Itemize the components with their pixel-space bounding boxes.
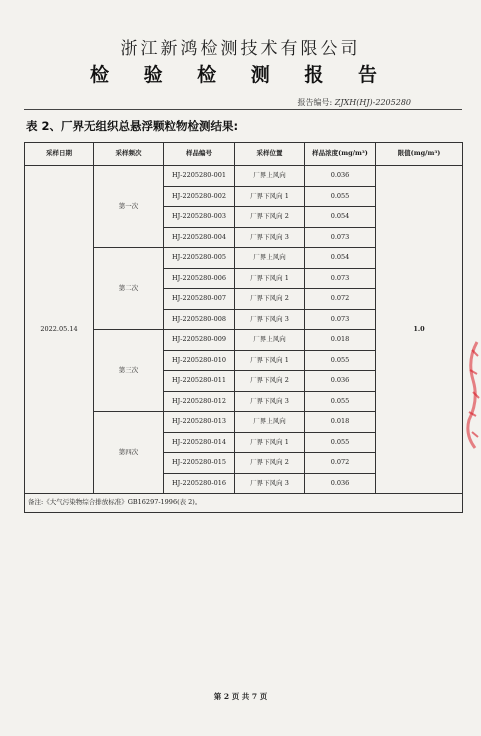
- column-header: 样品浓度(mg/m³): [305, 143, 376, 166]
- sample-id-cell: HJ-2205280-009: [164, 330, 235, 351]
- sampling-frequency-cell: 第一次: [94, 166, 164, 248]
- sampling-location-cell: 厂界上风向: [235, 330, 305, 351]
- header-divider: [24, 109, 462, 110]
- sampling-location-cell: 厂界下风向 3: [235, 309, 305, 330]
- sampling-date-cell: 2022.05.14: [25, 166, 94, 494]
- sample-id-cell: HJ-2205280-013: [164, 412, 235, 433]
- sampling-location-cell: 厂界下风向 1: [235, 432, 305, 453]
- sampling-frequency-cell: 第三次: [94, 330, 164, 412]
- page-number: 第 2 页 共 7 页: [213, 692, 268, 701]
- sample-id-cell: HJ-2205280-004: [164, 227, 235, 248]
- section-title: 表 2、厂界无组织总悬浮颗粒物检测结果:: [26, 119, 239, 133]
- concentration-cell: 0.055: [305, 186, 376, 207]
- table-note: 备注:《大气污染物综合排放标准》GB16297-1996(表 2)。: [25, 494, 463, 513]
- sample-id-cell: HJ-2205280-003: [164, 207, 235, 228]
- concentration-cell: 0.054: [305, 207, 376, 228]
- table-header-row: [25, 143, 463, 166]
- sampling-location-cell: 厂界下风向 3: [235, 473, 305, 494]
- sampling-location-cell: 厂界下风向 2: [235, 453, 305, 474]
- document-title: 检 验 检 测 报 告: [89, 64, 392, 86]
- sample-id-cell: HJ-2205280-007: [164, 289, 235, 310]
- sampling-frequency-cell: 第四次: [94, 412, 164, 494]
- concentration-cell: 0.018: [305, 412, 376, 433]
- results-table: [24, 142, 463, 513]
- column-header: 样品编号: [164, 143, 235, 166]
- concentration-cell: 0.073: [305, 227, 376, 248]
- concentration-cell: 0.072: [305, 453, 376, 474]
- report-number-value: ZJXH(HJ)-2205280: [334, 98, 411, 107]
- sample-id-cell: HJ-2205280-015: [164, 453, 235, 474]
- column-header: 采样频次: [94, 143, 164, 166]
- concentration-cell: 0.055: [305, 432, 376, 453]
- concentration-cell: 0.036: [305, 371, 376, 392]
- sampling-location-cell: 厂界下风向 3: [235, 227, 305, 248]
- sample-id-cell: HJ-2205280-014: [164, 432, 235, 453]
- sample-id-cell: HJ-2205280-002: [164, 186, 235, 207]
- sampling-location-cell: 厂界下风向 1: [235, 268, 305, 289]
- sampling-location-cell: 厂界下风向 3: [235, 391, 305, 412]
- sampling-location-cell: 厂界下风向 2: [235, 207, 305, 228]
- sample-id-cell: HJ-2205280-011: [164, 371, 235, 392]
- concentration-cell: 0.036: [305, 166, 376, 187]
- sampling-location-cell: 厂界上风向: [235, 248, 305, 269]
- limit-value-cell: 1.0: [376, 166, 463, 494]
- report-number: [298, 97, 411, 108]
- concentration-cell: 0.073: [305, 309, 376, 330]
- sample-id-cell: HJ-2205280-012: [164, 391, 235, 412]
- sample-id-cell: HJ-2205280-001: [164, 166, 235, 187]
- column-header: 采样位置: [235, 143, 305, 166]
- sampling-location-cell: 厂界下风向 2: [235, 289, 305, 310]
- sample-id-cell: HJ-2205280-005: [164, 248, 235, 269]
- column-header: 限值(mg/m³): [376, 143, 463, 166]
- company-name: 浙江新鸿检测技术有限公司: [120, 39, 361, 59]
- concentration-cell: 0.055: [305, 350, 376, 371]
- concentration-cell: 0.018: [305, 330, 376, 351]
- concentration-cell: 0.054: [305, 248, 376, 269]
- note-row: [25, 494, 463, 513]
- column-header: 采样日期: [25, 143, 94, 166]
- red-seal-stamp: [463, 340, 481, 450]
- sampling-location-cell: 厂界上风向: [235, 166, 305, 187]
- concentration-cell: 0.072: [305, 289, 376, 310]
- sampling-frequency-cell: 第二次: [94, 248, 164, 330]
- sample-id-cell: HJ-2205280-010: [164, 350, 235, 371]
- concentration-cell: 0.036: [305, 473, 376, 494]
- report-number-label: 报告编号:: [297, 98, 333, 107]
- sample-id-cell: HJ-2205280-016: [164, 473, 235, 494]
- sampling-location-cell: 厂界上风向: [235, 412, 305, 433]
- sampling-location-cell: 厂界下风向 2: [235, 371, 305, 392]
- sampling-location-cell: 厂界下风向 1: [235, 350, 305, 371]
- table-row: [25, 166, 463, 187]
- concentration-cell: 0.055: [305, 391, 376, 412]
- sample-id-cell: HJ-2205280-008: [164, 309, 235, 330]
- sampling-location-cell: 厂界下风向 1: [235, 186, 305, 207]
- concentration-cell: 0.073: [305, 268, 376, 289]
- sample-id-cell: HJ-2205280-006: [164, 268, 235, 289]
